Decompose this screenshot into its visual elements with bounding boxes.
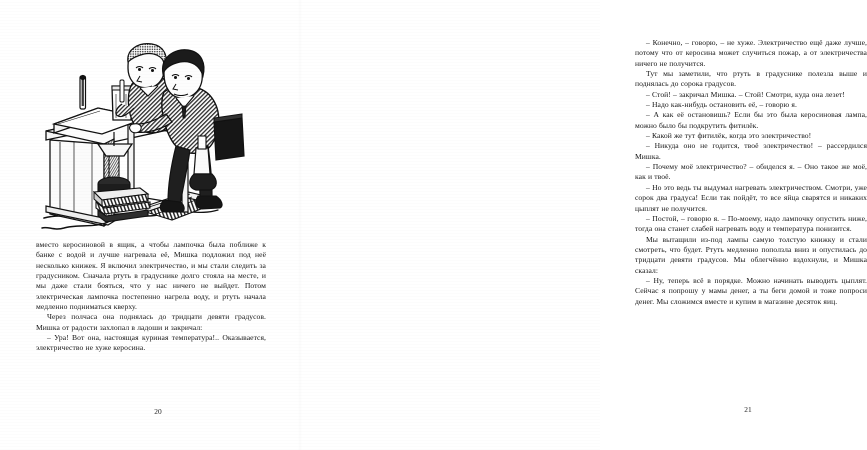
paragraph: – Но это ведь ты выдумал нагревать электричеством. Смотри, уже сорок два градуса! Если так пойдёт, то все яйца сварятся и никаких цыплят не получится. <box>635 182 867 213</box>
right-page-text <box>635 38 867 307</box>
paragraph: вместо керосиновой в ящик, а чтобы лампочка была поближе к банке с водой и лучше нагревала её, Мишка подложил под неё несколько книжек. Я включил электричество, и мы стали следить за градусником. Сначала ртуть в градуснике долго стояла на месте, и мы даже стали бояться, что у нас ничего не выйдет. Потом электрическая лампочка постепенно нагрела воду, и ртуть начала медленно подниматься кверху. <box>36 240 266 312</box>
illustration-incubator-scene <box>36 36 264 231</box>
page-number-left: 20 <box>154 407 162 416</box>
paragraph: – Ура! Вот она, настоящая куриная температура!.. Оказывается, электричество не хуже керосина. <box>36 333 266 353</box>
paragraph: Через полчаса она поднялась до тридцати девяти градусов. Мишка от радости захлопал в ладоши и закричал: <box>36 312 266 332</box>
paragraph: – Какой же тут фитилёк, когда это электричество! <box>646 131 812 141</box>
left-page-text <box>36 240 266 354</box>
paragraph: – Никуда оно не годится, твоё электричество! – рассердился Мишка. <box>635 141 867 161</box>
paragraph: – Надо как-нибудь остановить её, – говорю я. <box>646 100 797 110</box>
paragraph: – Ну, теперь всё в порядке. Можно начинать выводить цыплят. Сейчас я попрошу у мамы денег, а ты беги домой и тоже попроси денег. Мы сложимся вместе и купим в магазине десяток яиц. <box>635 275 867 306</box>
paragraph: – Почему моё электричество? – обиделся я. – Оно такое же моё, как и твоё. <box>635 162 867 182</box>
paragraph: – Постой, – говорю я. – По-моему, надо лампочку опустить ниже, тогда она станет слабей нагревать воду и температура понизится. <box>635 213 867 234</box>
page-number-right: 21 <box>744 405 752 414</box>
page-gutter <box>298 0 302 450</box>
right-page <box>300 0 867 450</box>
paragraph: – Конечно, – говорю, – не хуже. Электричество ещё даже лучше, потому что от керосина может случиться пожар, а от электричества ничего не получится. <box>635 38 867 68</box>
paragraph: Мы вытащили из-под лампы самую толстую книжку и стали смотреть, что будет. Ртуть медленно поползла вниз и опустилась до тридцати девяти градусов. Мы облегчённо вздохнули, и Мишка сказал: <box>635 234 867 275</box>
illustration-artwork <box>36 36 264 231</box>
left-page <box>0 0 300 450</box>
paragraph: – А как её остановишь? Если бы это была керосиновая лампа, можно было бы подкрутить фитилёк. <box>635 110 867 130</box>
paragraph: – Стой! – закричал Мишка. – Стой! Смотри, куда она лезет! <box>646 89 845 99</box>
paragraph: Тут мы заметили, что ртуть в градуснике полезла выше и поднялась до сорока градусов. <box>635 69 867 89</box>
